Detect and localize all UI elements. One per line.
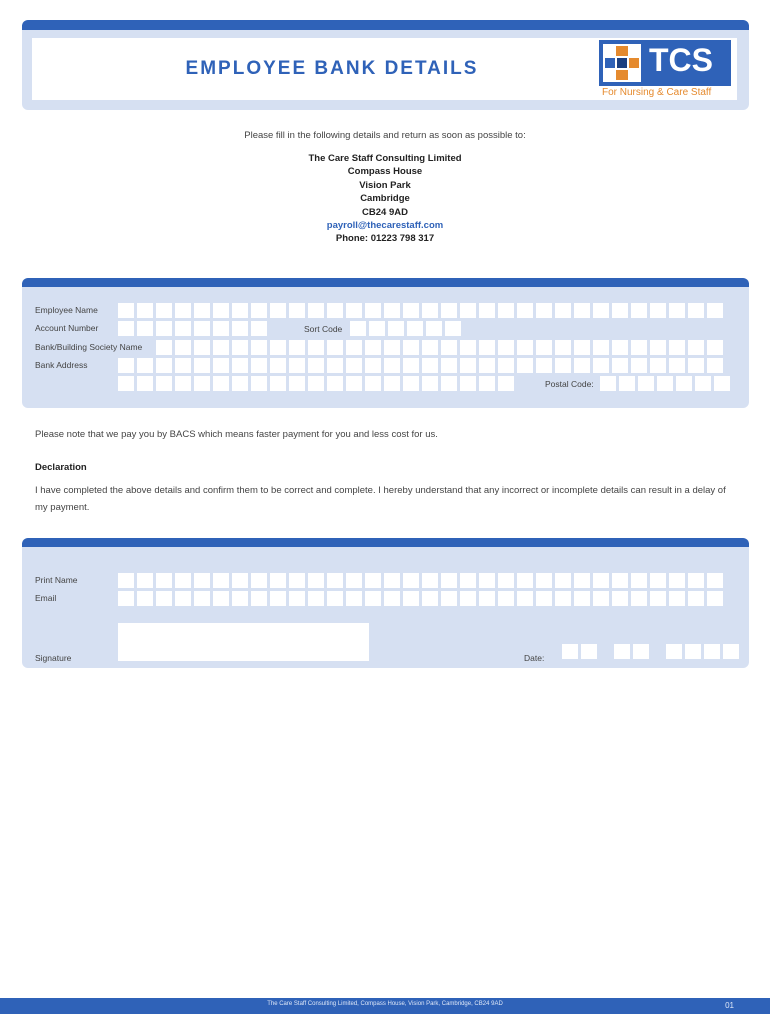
char-box[interactable] (612, 303, 628, 318)
char-box[interactable] (156, 303, 172, 318)
char-box[interactable] (460, 340, 476, 355)
page-title: EMPLOYEE BANK DETAILS (185, 58, 479, 79)
char-box[interactable] (555, 573, 571, 588)
char-box[interactable] (517, 573, 533, 588)
char-box[interactable] (175, 376, 191, 391)
char-box[interactable] (574, 591, 590, 606)
page-number: 01 (725, 1001, 734, 1010)
char-box[interactable] (460, 358, 476, 373)
char-box[interactable] (289, 376, 305, 391)
char-box[interactable] (137, 376, 153, 391)
char-box[interactable] (388, 321, 404, 336)
char-box[interactable] (593, 358, 609, 373)
char-box[interactable] (479, 303, 495, 318)
char-box[interactable] (270, 573, 286, 588)
char-box[interactable] (460, 573, 476, 588)
char-box[interactable] (631, 573, 647, 588)
char-box[interactable] (498, 340, 514, 355)
cross-icon (603, 44, 641, 82)
char-box[interactable] (118, 321, 134, 336)
char-box[interactable] (688, 303, 704, 318)
char-box[interactable] (232, 591, 248, 606)
char-box[interactable] (619, 376, 635, 391)
char-box[interactable] (308, 573, 324, 588)
char-box[interactable] (137, 358, 153, 373)
char-box[interactable] (369, 321, 385, 336)
char-box[interactable] (638, 376, 654, 391)
footer-address: The Care Staff Consulting Limited, Compass House, Vision Park, Cambridge, CB24 9AD (267, 1001, 503, 1007)
signature-label: Signature (35, 653, 72, 663)
char-box[interactable] (175, 358, 191, 373)
char-box[interactable] (384, 340, 400, 355)
char-box[interactable] (422, 591, 438, 606)
char-box[interactable] (327, 591, 343, 606)
char-box[interactable] (156, 340, 172, 355)
char-box[interactable] (422, 376, 438, 391)
char-box[interactable] (600, 376, 616, 391)
char-box[interactable] (688, 591, 704, 606)
char-box[interactable] (156, 573, 172, 588)
char-box[interactable] (676, 376, 692, 391)
char-box[interactable] (612, 358, 628, 373)
char-box[interactable] (346, 303, 362, 318)
char-box[interactable] (365, 358, 381, 373)
char-box[interactable] (403, 340, 419, 355)
account-number-field[interactable] (118, 321, 267, 336)
payroll-email-link[interactable]: payroll@thecarestaff.com (326, 220, 444, 232)
char-box[interactable] (536, 573, 552, 588)
char-box[interactable] (574, 358, 590, 373)
declaration-text: I have completed the above details and confirm them to be correct and complete. I hereby understand that any incorrect or incomplete details can result in a delay of my payment. (35, 485, 726, 513)
char-box[interactable] (308, 591, 324, 606)
char-box[interactable] (403, 591, 419, 606)
char-box[interactable] (422, 303, 438, 318)
char-box[interactable] (536, 591, 552, 606)
char-box[interactable] (422, 340, 438, 355)
char-box[interactable] (156, 376, 172, 391)
char-box[interactable] (669, 303, 685, 318)
char-box[interactable] (669, 340, 685, 355)
char-box[interactable] (669, 358, 685, 373)
char-box[interactable] (384, 303, 400, 318)
char-box[interactable] (137, 591, 153, 606)
postal-code-field[interactable] (600, 376, 730, 391)
char-box[interactable] (175, 340, 191, 355)
char-box[interactable] (631, 340, 647, 355)
char-box[interactable] (517, 340, 533, 355)
char-box[interactable] (517, 358, 533, 373)
char-box[interactable] (517, 303, 533, 318)
char-box[interactable] (194, 591, 210, 606)
char-box[interactable] (593, 573, 609, 588)
signature-box[interactable] (118, 623, 369, 661)
char-box[interactable] (707, 358, 723, 373)
char-box[interactable] (688, 358, 704, 373)
char-box[interactable] (536, 358, 552, 373)
char-box[interactable] (308, 358, 324, 373)
char-box[interactable] (498, 591, 514, 606)
char-box[interactable] (441, 591, 457, 606)
char-box[interactable] (574, 340, 590, 355)
char-box[interactable] (137, 321, 153, 336)
char-box[interactable] (631, 591, 647, 606)
char-box[interactable] (346, 573, 362, 588)
char-box[interactable] (441, 358, 457, 373)
char-box[interactable] (555, 340, 571, 355)
logo-text: TCS (649, 42, 713, 78)
account-number-label: Account Number (35, 323, 99, 333)
char-box[interactable] (384, 591, 400, 606)
address-line: Cambridge (360, 193, 410, 205)
char-box[interactable] (650, 340, 666, 355)
char-box[interactable] (612, 573, 628, 588)
char-box[interactable] (270, 340, 286, 355)
char-box[interactable] (384, 573, 400, 588)
header-inner (32, 38, 737, 100)
phone-number: Phone: 01223 798 317 (335, 233, 435, 245)
char-box[interactable] (118, 376, 134, 391)
char-box[interactable] (156, 358, 172, 373)
char-box[interactable] (650, 573, 666, 588)
char-box[interactable] (175, 303, 191, 318)
char-box[interactable] (631, 303, 647, 318)
char-box[interactable] (574, 573, 590, 588)
char-box[interactable] (479, 573, 495, 588)
char-box[interactable] (213, 303, 229, 318)
char-box[interactable] (175, 321, 191, 336)
char-box[interactable] (270, 376, 286, 391)
bank-address-label: Bank Address (35, 360, 88, 370)
char-box[interactable] (614, 644, 630, 659)
char-box[interactable] (498, 573, 514, 588)
char-box[interactable] (460, 376, 476, 391)
char-box[interactable] (175, 573, 191, 588)
char-box[interactable] (118, 591, 134, 606)
char-box[interactable] (657, 376, 673, 391)
address-line: The Care Staff Consulting Limited (308, 153, 462, 164)
address-line: Vision Park (359, 179, 411, 191)
char-box[interactable] (232, 376, 248, 391)
char-box[interactable] (498, 303, 514, 318)
char-box[interactable] (213, 573, 229, 588)
char-box[interactable] (685, 644, 701, 659)
char-box[interactable] (137, 573, 153, 588)
char-box[interactable] (327, 376, 343, 391)
char-box[interactable] (536, 340, 552, 355)
char-box[interactable] (422, 573, 438, 588)
char-box[interactable] (669, 573, 685, 588)
bank-address-field-line2[interactable] (118, 376, 514, 391)
char-box[interactable] (251, 573, 267, 588)
char-box[interactable] (695, 376, 711, 391)
char-box[interactable] (365, 376, 381, 391)
char-box[interactable] (403, 376, 419, 391)
char-box[interactable] (289, 573, 305, 588)
print-name-label: Print Name (35, 575, 78, 585)
char-box[interactable] (251, 358, 267, 373)
char-box[interactable] (574, 303, 590, 318)
char-box[interactable] (633, 644, 649, 659)
char-box[interactable] (612, 591, 628, 606)
char-box[interactable] (232, 321, 248, 336)
char-box[interactable] (714, 376, 730, 391)
char-box[interactable] (479, 591, 495, 606)
footer-bar (0, 998, 770, 1014)
email-field[interactable] (118, 591, 723, 606)
char-box[interactable] (688, 573, 704, 588)
char-box[interactable] (707, 573, 723, 588)
char-box[interactable] (232, 358, 248, 373)
char-box[interactable] (365, 340, 381, 355)
char-box[interactable] (669, 591, 685, 606)
char-box[interactable] (650, 358, 666, 373)
char-box[interactable] (251, 591, 267, 606)
char-box[interactable] (555, 358, 571, 373)
char-box[interactable] (445, 321, 461, 336)
bank-details-panel (22, 278, 749, 408)
sort-code-label: Sort Code (304, 324, 343, 334)
char-box[interactable] (327, 340, 343, 355)
char-box[interactable] (346, 340, 362, 355)
date-month-field[interactable] (614, 644, 649, 659)
date-day-field[interactable] (562, 644, 597, 659)
char-box[interactable] (365, 573, 381, 588)
char-box[interactable] (422, 358, 438, 373)
char-box[interactable] (346, 591, 362, 606)
char-box[interactable] (650, 303, 666, 318)
char-box[interactable] (308, 340, 324, 355)
char-box[interactable] (593, 591, 609, 606)
char-box[interactable] (666, 644, 682, 659)
char-box[interactable] (562, 644, 578, 659)
char-box[interactable] (232, 573, 248, 588)
print-name-field[interactable] (118, 573, 723, 588)
char-box[interactable] (213, 376, 229, 391)
char-box[interactable] (213, 340, 229, 355)
employee-name-field[interactable] (118, 303, 723, 318)
char-box[interactable] (213, 358, 229, 373)
company-logo (599, 40, 731, 86)
char-box[interactable] (194, 573, 210, 588)
char-box[interactable] (403, 573, 419, 588)
char-box[interactable] (384, 376, 400, 391)
bacs-note: Please note that we pay you by BACS which means faster payment for you and less cost for us. (35, 429, 438, 440)
char-box[interactable] (612, 340, 628, 355)
char-box[interactable] (441, 340, 457, 355)
char-box[interactable] (308, 303, 324, 318)
char-box[interactable] (723, 644, 739, 659)
char-box[interactable] (460, 591, 476, 606)
char-box[interactable] (213, 591, 229, 606)
char-box[interactable] (426, 321, 442, 336)
char-box[interactable] (631, 358, 647, 373)
char-box[interactable] (707, 591, 723, 606)
char-box[interactable] (156, 321, 172, 336)
char-box[interactable] (289, 340, 305, 355)
email-label: Email (35, 593, 57, 603)
char-box[interactable] (460, 303, 476, 318)
char-box[interactable] (137, 303, 153, 318)
char-box[interactable] (498, 358, 514, 373)
date-label: Date: (524, 653, 545, 663)
char-box[interactable] (175, 591, 191, 606)
char-box[interactable] (555, 591, 571, 606)
char-box[interactable] (403, 303, 419, 318)
char-box[interactable] (688, 340, 704, 355)
date-year-field[interactable] (666, 644, 739, 659)
char-box[interactable] (650, 591, 666, 606)
bank-name-label: Bank/Building Society Name (35, 342, 143, 352)
char-box[interactable] (270, 358, 286, 373)
char-box[interactable] (350, 321, 366, 336)
char-box[interactable] (194, 376, 210, 391)
address-line: CB24 9AD (362, 206, 408, 218)
header-panel (22, 20, 749, 110)
char-box[interactable] (403, 358, 419, 373)
char-box[interactable] (251, 340, 267, 355)
char-box[interactable] (270, 303, 286, 318)
sort-code-field[interactable] (350, 321, 461, 336)
char-box[interactable] (308, 376, 324, 391)
char-box[interactable] (479, 340, 495, 355)
bank-name-field[interactable] (156, 340, 723, 355)
signature-panel (22, 538, 749, 668)
bank-address-field-line1[interactable] (118, 358, 723, 373)
return-address (0, 152, 770, 246)
char-box[interactable] (327, 303, 343, 318)
char-box[interactable] (232, 303, 248, 318)
char-box[interactable] (118, 303, 134, 318)
intro-text: Please fill in the following details and return as soon as possible to: (244, 130, 526, 141)
char-box[interactable] (346, 376, 362, 391)
char-box[interactable] (251, 321, 267, 336)
char-box[interactable] (118, 573, 134, 588)
char-box[interactable] (536, 303, 552, 318)
char-box[interactable] (479, 358, 495, 373)
char-box[interactable] (407, 321, 423, 336)
char-box[interactable] (593, 303, 609, 318)
char-box[interactable] (213, 321, 229, 336)
address-line: Compass House (347, 166, 423, 178)
char-box[interactable] (707, 340, 723, 355)
postal-code-label: Postal Code: (545, 379, 594, 389)
char-box[interactable] (194, 358, 210, 373)
char-box[interactable] (593, 340, 609, 355)
char-box[interactable] (498, 376, 514, 391)
char-box[interactable] (707, 303, 723, 318)
char-box[interactable] (194, 340, 210, 355)
char-box[interactable] (232, 340, 248, 355)
char-box[interactable] (251, 303, 267, 318)
char-box[interactable] (479, 376, 495, 391)
char-box[interactable] (194, 303, 210, 318)
char-box[interactable] (555, 303, 571, 318)
declaration-heading: Declaration (35, 462, 87, 473)
char-box[interactable] (289, 591, 305, 606)
char-box[interactable] (346, 358, 362, 373)
char-box[interactable] (289, 303, 305, 318)
char-box[interactable] (384, 358, 400, 373)
char-box[interactable] (194, 321, 210, 336)
char-box[interactable] (581, 644, 597, 659)
logo-tagline: For Nursing & Care Staff (602, 87, 712, 98)
char-box[interactable] (118, 358, 134, 373)
char-box[interactable] (365, 303, 381, 318)
char-box[interactable] (251, 376, 267, 391)
char-box[interactable] (289, 358, 305, 373)
char-box[interactable] (517, 591, 533, 606)
char-box[interactable] (704, 644, 720, 659)
char-box[interactable] (327, 358, 343, 373)
char-box[interactable] (327, 573, 343, 588)
char-box[interactable] (441, 376, 457, 391)
employee-name-label: Employee Name (35, 305, 98, 315)
char-box[interactable] (441, 573, 457, 588)
char-box[interactable] (365, 591, 381, 606)
char-box[interactable] (156, 591, 172, 606)
char-box[interactable] (270, 591, 286, 606)
char-box[interactable] (441, 303, 457, 318)
